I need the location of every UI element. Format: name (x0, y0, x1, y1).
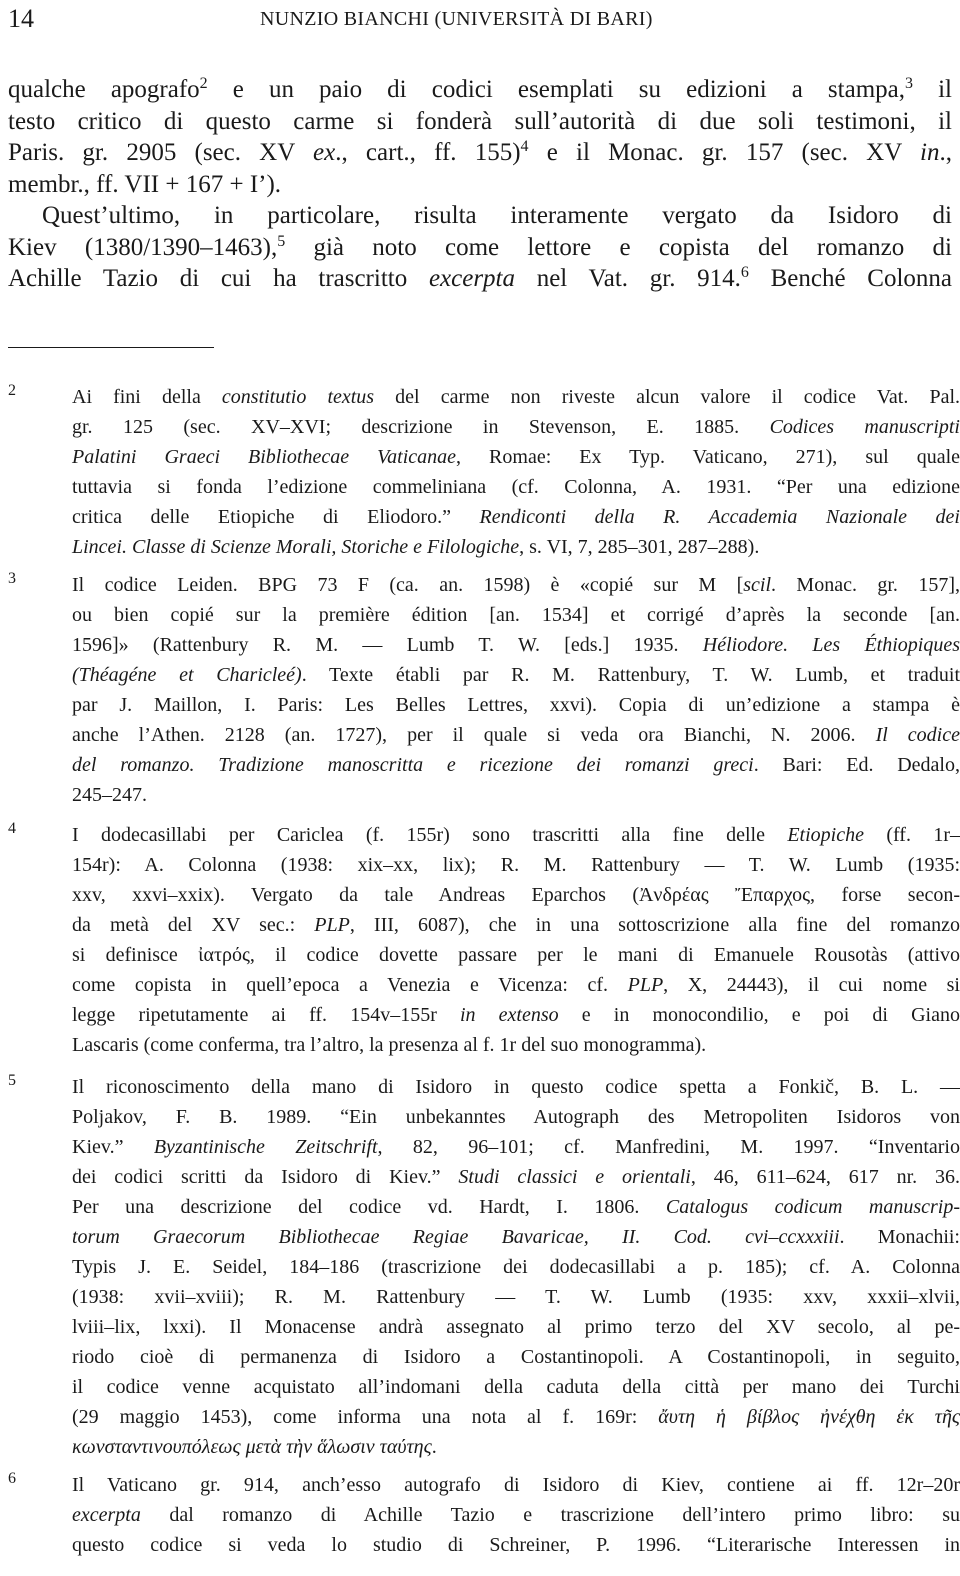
italic-text: Palatini Graeci Bibliothecae Vaticanae (72, 446, 457, 468)
italic-text: Rendiconti della R. Accademia Nazionale dei (479, 506, 960, 528)
italic-text: Il codice (875, 724, 960, 746)
text-line: xxv, xxvi–xxix). Vergato da tale Andreas Eparchos (Ἀνδρέας Ἔπαρχος, forse secon- (72, 884, 960, 906)
italic-text: torum Graecorum Bibliothecae Regiae Bavaricae, II. Cod. cvi–ccxxxiii (72, 1226, 840, 1248)
text-line: (Théagéne et Charicleé). Texte établi par R. M. Rattenbury, T. W. Lumb, et traduit (72, 664, 960, 686)
italic-text: constitutio textus (221, 386, 375, 408)
text-line: questo codice si veda lo studio di Schreiner, P. 1996. “Literarische Interessen in (72, 1534, 960, 1556)
main-text (8, 74, 952, 295)
italic-text: Codices manuscripti (769, 416, 960, 438)
italic-text: Catalogus codicum manuscrip- (665, 1196, 960, 1218)
text-line: Quest’ultimo, in particolare, risulta interamente vergato da Isidoro di (42, 202, 952, 229)
italic-text: Studi classici e orientali (458, 1166, 691, 1188)
page-header (0, 0, 960, 40)
italic-text: excerpta (428, 265, 515, 292)
italic-text: in extenso (459, 1004, 559, 1026)
text-line: come copista in quell’epoca a Venezia e Vicenza: cf. PLP, X, 24443), il cui nome si (72, 974, 960, 996)
text-line: anche l’Athen. 2128 (an. 1727), per il quale si veda ora Bianchi, N. 2006. Il codice (72, 724, 960, 746)
text-line: Typis J. E. Seidel, 184–186 (trascrizione dei dodecasillabi a p. 185); cf. A. Colonna (72, 1256, 960, 1278)
text-line: critica delle Etiopiche di Eliodoro.” Rendiconti della R. Accademia Nazionale dei (72, 506, 960, 528)
footnote-marker: 4 (8, 820, 16, 837)
text-line: tuttavia si fonda l’edizione commeliniana (cf. Colonna, A. 1931. “Per una edizione (72, 476, 960, 498)
footnote-text (72, 1072, 960, 1462)
text-line: Achille Tazio di cui ha trascritto excerpta nel Vat. gr. 914.$^6$ Benché Colonna (8, 264, 952, 292)
footnote-marker: 5 (8, 1072, 16, 1089)
italic-text: Lincei. Classe di Scienze Morali, Storiche e Filologiche (72, 536, 520, 558)
footnote-text (72, 820, 960, 1060)
text-line: 1596]» (Rattenbury R. M. — Lumb T. W. [eds.] 1935. Héliodore. Les Éthiopiques (72, 634, 960, 656)
italic-text: ex (313, 139, 336, 166)
text-line: gr. 125 (sec. XV–XVI; descrizione in Stevenson, E. 1885. Codices manuscripti (72, 416, 960, 438)
footnote-reference[interactable]: 3 (905, 75, 913, 92)
text-line: Il riconoscimento della mano di Isidoro in questo codice spetta a Fonkič, B. L. — (72, 1076, 960, 1098)
text-line: testo critico di questo carme si fonderà sull’autorità di due soli testimoni, il (8, 107, 952, 135)
footnote-text (72, 382, 960, 562)
italic-text: (Théagéne et Charicleé) (72, 664, 302, 686)
text-line: Paris. gr. 2905 (sec. XV ex., cart., ff. 155)$^4$ e il Monac. gr. 157 (sec. XV in., (8, 138, 952, 166)
italic-text: κωνσταντινουπόλεως μετὰ τὴν ἅλωσιν ταύτης (72, 1436, 432, 1458)
italic-text: in (920, 139, 940, 166)
text-line: da metà del XV sec.: PLP, III, 6087), che in una sottoscrizione alla fine del romanzo (72, 914, 960, 936)
text-line: il codice venne acquistato all’indomani della caduta della città per mano dei Turchi (72, 1376, 960, 1398)
text-line: riodo cioè di permanenza di Isidoro a Costantinopoli. A Costantinopoli, in seguito, (72, 1346, 960, 1368)
text-line: torum Graecorum Bibliothecae Regiae Bavaricae, II. Cod. cvi–ccxxxiii. Monachii: (72, 1226, 960, 1248)
italic-text: del romanzo. Tradizione manoscritta e ricezione dei romanzi greci (72, 754, 754, 776)
italic-text: scil (743, 574, 772, 596)
text-line: legge ripetutamente ai ff. 154v–155r in extenso e in monocondilio, e poi di Giano (72, 1004, 960, 1026)
page-number: 14 (8, 4, 34, 33)
text-line: 154r): A. Colonna (1938: xix–xx, lix); R. M. Rattenbury — T. W. Lumb (1935: (72, 854, 960, 876)
text-line: si definisce ἰατρός, il codice dovette passare per le mani di Emanuele Rousotàs (attivo (72, 944, 960, 966)
text-line: Per una descrizione del codice vd. Hardt, I. 1806. Catalogus codicum manuscrip- (72, 1196, 960, 1218)
text-line: (1938: xvii–xviii); R. M. Rattenbury — T. W. Lumb (1935: xxv, xxxii–xlvii, (72, 1286, 960, 1308)
footnote-marker: 3 (8, 570, 16, 587)
text-line: excerpta dal romanzo di Achille Tazio e trascrizione dell’intero primo libro: su (72, 1504, 960, 1526)
footnote-reference[interactable]: 4 (520, 138, 529, 155)
text-line: Il Vaticano gr. 914, anch’esso autografo di Isidoro di Kiev, contiene ai ff. 12r–20r (72, 1474, 960, 1496)
text-line: dei codici scritti da Isidoro di Kiev.” Studi classici e orientali, 46, 611–624, 617 nr. 36. (72, 1166, 960, 1188)
italic-text: Héliodore. Les Éthiopiques (702, 634, 960, 656)
text-line: Ai fini della constitutio textus del carme non riveste alcun valore il codice Vat. Pal. (72, 386, 960, 408)
footnote-marker: 6 (8, 1470, 16, 1487)
text-line: membr., ff. VII + 167 + I’). (8, 170, 282, 198)
text-line: lviii–lix, lxxi). Il Monacense andrà assegnato al primo terzo del XV secolo, al pe- (72, 1316, 960, 1338)
italic-text: ἄυτη ἡ βίβλος ἠνέχθη ἐκ τῆς (658, 1406, 960, 1428)
text-line: qualche apografo$^2$ e un paio di codici esemplati su edizioni a stampa,$^3$ il (8, 75, 952, 103)
footnote-text (72, 570, 960, 810)
footnote-text (72, 1470, 960, 1560)
text-line: 245–247. (72, 784, 147, 806)
text-line: ou bien copié sur la première édition [an. 1534] et corrigé d’après la seconde [an. (72, 604, 960, 626)
text-line: Poljakov, F. B. 1989. “Ein unbekanntes Autograph des Metropoliten Isidoros von (72, 1106, 960, 1128)
text-line: I dodecasillabi per Cariclea (f. 155r) sono trascritti alla fine delle Etiopiche (ff. 1r– (72, 824, 960, 846)
running-head: NUNZIO BIANCHI (UNIVERSITÀ DI BARI) (260, 8, 653, 30)
italic-text: Etiopiche (787, 824, 864, 846)
text-line: Kiev (1380/1390–1463),$^5$ già noto come lettore e copista del romanzo di (8, 232, 952, 261)
text-line: Il codice Leiden. BPG 73 F (ca. an. 1598) è «copié sur M [scil. Monac. gr. 157], (72, 574, 960, 596)
italic-text: PLP (314, 914, 350, 936)
italic-text: PLP (627, 974, 664, 996)
footnote-reference[interactable]: 6 (740, 264, 749, 281)
footnote-reference[interactable]: 5 (277, 232, 286, 250)
text-line: Lascaris (come conferma, tra l’altro, la presenza al f. 1r del suo monogramma). (72, 1034, 707, 1056)
text-line: κωνσταντινουπόλεως μετὰ τὴν ἅλωσιν ταύτης. (72, 1436, 437, 1458)
footnote-separator (8, 347, 214, 348)
text-line: Kiev.” Byzantinische Zeitschrift, 82, 96–101; cf. Manfredini, M. 1997. “Inventario (72, 1136, 960, 1158)
text-line: del romanzo. Tradizione manoscritta e ricezione dei romanzi greci. Bari: Ed. Dedalo, (72, 754, 960, 776)
text-line: par J. Maillon, I. Paris: Les Belles Lettres, xxvi). Copia di un’edizione a stampa è (72, 694, 960, 716)
italic-text: Byzantinische Zeitschrift (153, 1136, 378, 1158)
footnote-reference[interactable]: 2 (199, 75, 208, 92)
text-line: Lincei. Classe di Scienze Morali, Storiche e Filologiche, s. VI, 7, 285–301, 287–288). (72, 536, 760, 558)
text-line: Palatini Graeci Bibliothecae Vaticanae, Romae: Ex Typ. Vaticano, 271), sul quale (72, 446, 960, 468)
text-line: (29 maggio 1453), come informa una nota al f. 169r: ἄυτη ἡ βίβλος ἠνέχθη ἐκ τῆς (72, 1406, 960, 1428)
italic-text: excerpta (72, 1504, 141, 1526)
footnote-marker: 2 (8, 382, 16, 399)
